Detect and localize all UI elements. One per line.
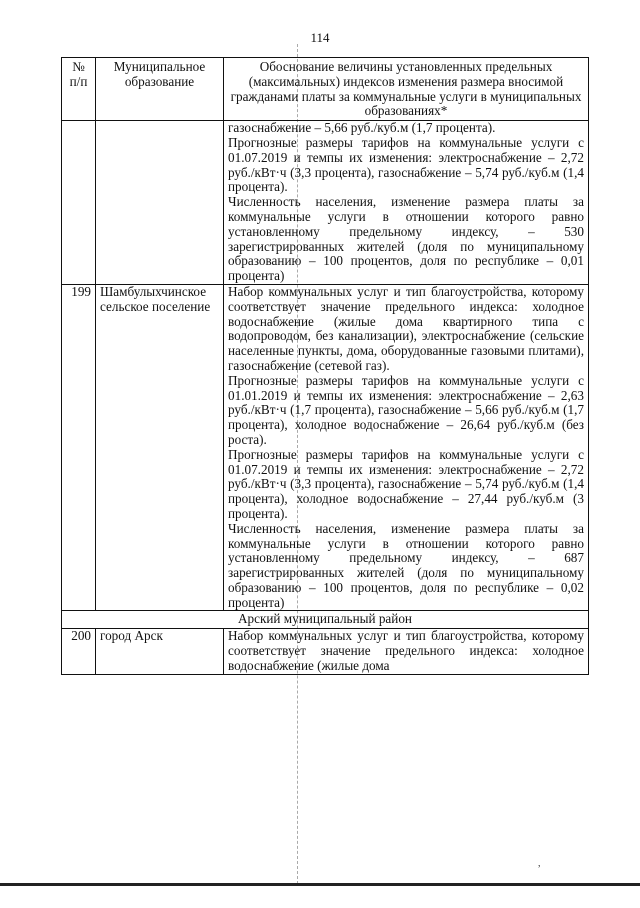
scan-mark: , bbox=[538, 858, 541, 869]
district-name: Арский муниципальный район bbox=[62, 611, 589, 629]
justification-paragraph: Прогнозные размеры тарифов на коммунальные услуги с 01.01.2019 и темпы их изменения: электроснабжение – 2,63 руб./кВт·ч (1,7 процента), газоснабжение – 5,66 руб./куб.м (1,7 процента), холодное водоснабжение – 26,64 руб./куб.м (без роста). bbox=[228, 372, 584, 447]
justification-paragraph: газоснабжение – 5,66 руб./куб.м (1,7 процента). bbox=[228, 120, 496, 136]
page-number: 114 bbox=[310, 30, 330, 45]
row-num: 200 bbox=[62, 629, 96, 674]
table-row bbox=[62, 284, 589, 611]
row-municipality: город Арск bbox=[96, 629, 224, 674]
row-justification bbox=[224, 284, 589, 611]
justification-paragraph: Прогнозные размеры тарифов на коммунальные услуги с 01.07.2019 и темпы их изменения: электроснабжение – 2,72 руб./кВт·ч (3,3 процента), газоснабжение – 5,74 руб./куб.м (1,4 процента). bbox=[228, 134, 584, 195]
district-row bbox=[62, 611, 589, 629]
header-num: № п/п bbox=[62, 58, 96, 121]
tariff-index-table bbox=[61, 57, 589, 675]
header-justification: Обоснование величины установленных предельных (максимальных) индексов изменения размера вносимой гражданами платы за коммунальные услуги в муниципальных образованиях* bbox=[224, 58, 589, 121]
row-num: 199 bbox=[62, 284, 96, 611]
row-municipality: Шамбулыхчинское сельское поселение bbox=[96, 284, 224, 611]
header-municipality: Муниципальное образование bbox=[96, 58, 224, 121]
row-justification bbox=[224, 121, 589, 285]
row-municipality bbox=[96, 121, 224, 285]
row-justification bbox=[224, 629, 589, 674]
table-row bbox=[62, 629, 589, 674]
justification-paragraph: Прогнозные размеры тарифов на коммунальные услуги с 01.07.2019 и темпы их изменения: электроснабжение – 2,72 руб./кВт·ч (3,3 процента), газоснабжение – 5,74 руб./куб.м (1,4 процента), холодное водоснабжение – 27,44 руб./куб.м (3 процента). bbox=[228, 446, 584, 521]
justification-paragraph: Набор коммунальных услуг и тип благоустройства, которому соответствует значение предельного индекса: холодное водоснабжение (жилые дома bbox=[228, 628, 584, 673]
justification-paragraph: Численность населения, изменение размера платы за коммунальные услуги в отношении которого равно установленному предельному индексу, – 687 зарегистрированных жителей (доля по муниципальному образованию – 100 процентов, доля по республике – 0,02 процента) bbox=[228, 520, 584, 610]
table-header-row bbox=[62, 58, 589, 121]
table-row bbox=[62, 121, 589, 285]
justification-paragraph: Численность населения, изменение размера платы за коммунальные услуги в отношении которого равно установленному предельному индексу, – 530 зарегистрированных жителей (доля по муниципальному образованию – 100 процентов, доля по республике – 0,01 процента) bbox=[228, 194, 584, 284]
scan-bottom-edge bbox=[0, 883, 640, 908]
row-num bbox=[62, 121, 96, 285]
justification-paragraph: Набор коммунальных услуг и тип благоустройства, которому соответствует значение предельного индекса: холодное водоснабжение (жилые дома квартирного типа с водопроводом, без канализации), электроснабжение (сельские населенные пункты, дома, оборудованные газовыми плитами), газоснабжение (сетевой газ). bbox=[228, 283, 584, 373]
